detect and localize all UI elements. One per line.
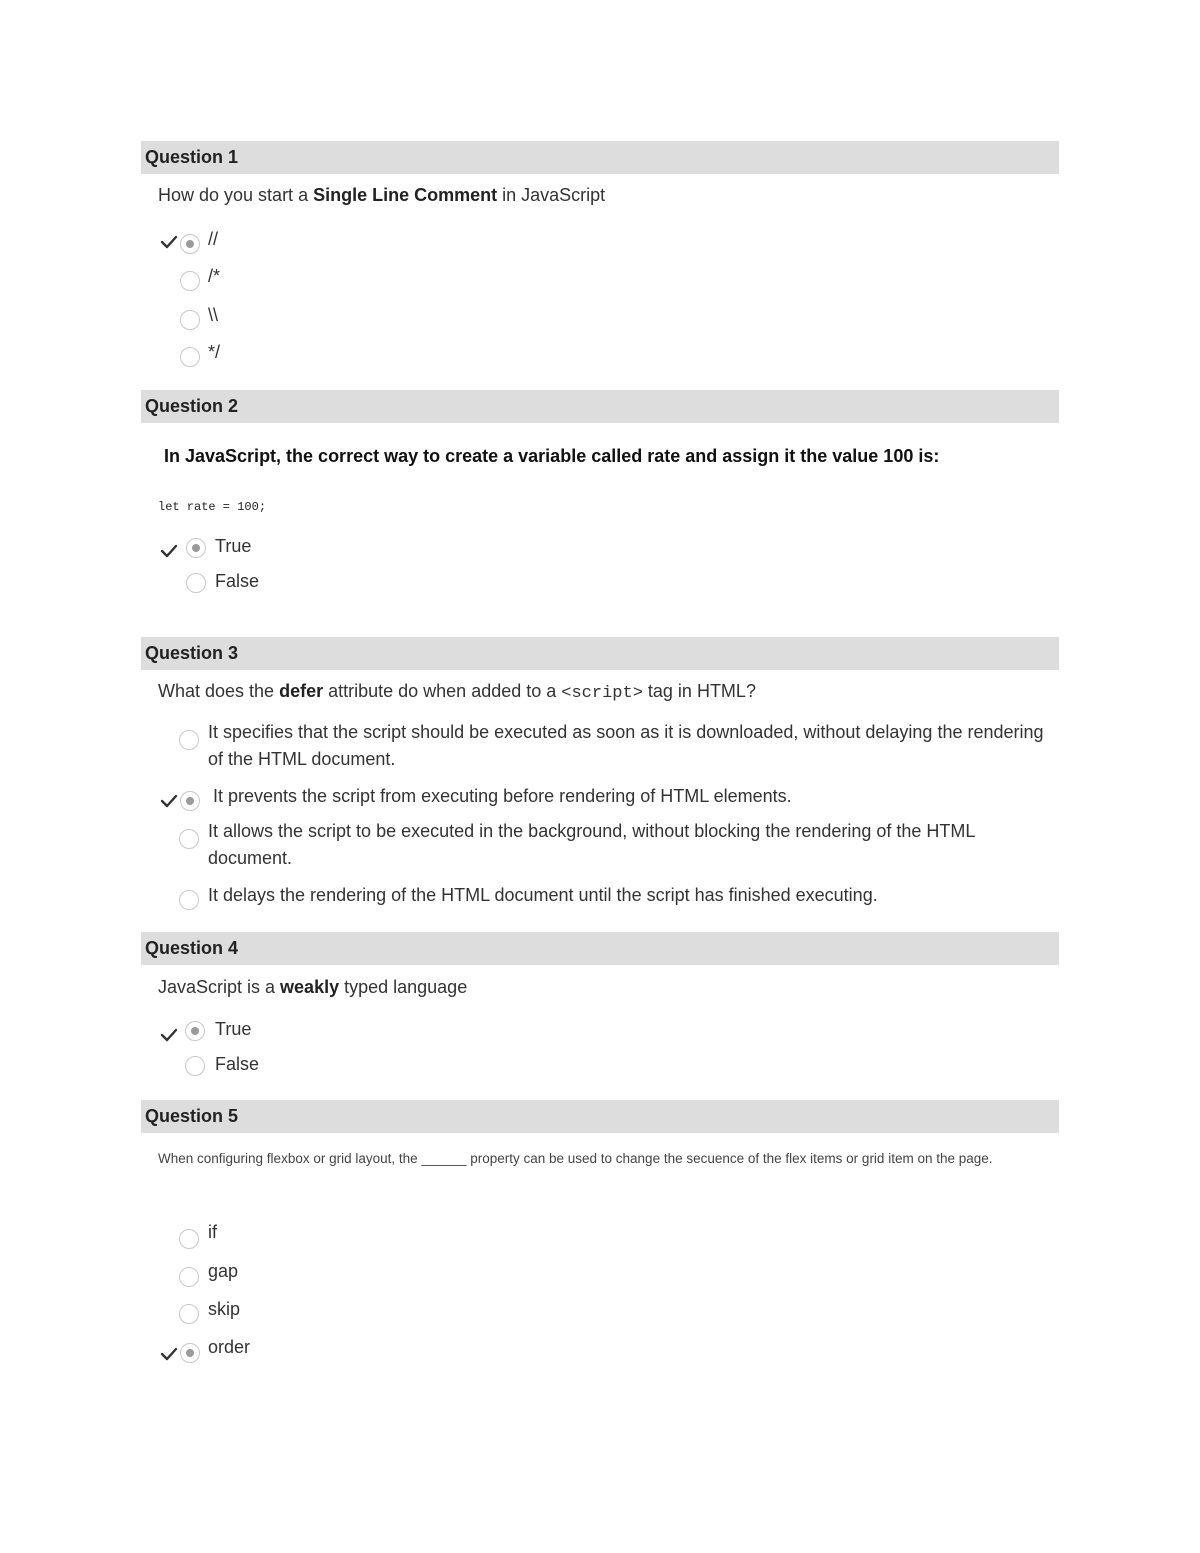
q2-option-1-radio[interactable] <box>186 538 206 558</box>
q5-option-4-radio[interactable] <box>180 1343 200 1363</box>
q1-option-1-radio[interactable] <box>180 234 200 254</box>
q4-option-2-label: False <box>215 1054 260 1074</box>
question-2-header: Question 2 <box>141 390 1059 423</box>
question-2-code: let rate = 100; <box>158 500 267 514</box>
q5-option-1-radio[interactable] <box>179 1229 199 1249</box>
q5-option-4-label: order <box>208 1337 251 1357</box>
question-5-text: When configuring flexbox or grid layout, the ______ property can be used to change the secuence of the flex items or grid item on the page. <box>158 1151 993 1166</box>
question-4-header: Question 4 <box>141 932 1059 965</box>
correct-check-icon <box>160 1026 178 1044</box>
q5-option-2-label: gap <box>208 1261 239 1281</box>
question-1-header: Question 1 <box>141 141 1059 174</box>
correct-check-icon <box>160 792 178 810</box>
q3-option-1-label: It specifies that the script should be executed as soon as it is downloaded, without delaying the rendering of the HTML document. <box>208 722 1044 769</box>
q3-option-2-radio[interactable] <box>180 791 200 811</box>
q1-option-2-label: /* <box>208 266 221 286</box>
q4-option-2-radio[interactable] <box>185 1056 205 1076</box>
question-4-text: JavaScript is a weakly typed language <box>158 977 468 997</box>
q1-option-3-label: \\ <box>208 305 219 325</box>
q3-option-1-radio[interactable] <box>179 730 199 750</box>
q3-option-3-radio[interactable] <box>179 829 199 849</box>
q5-option-1-label: if <box>208 1222 217 1242</box>
q3-option-3-label: It allows the script to be executed in the background, without blocking the rendering of the HTML document. <box>208 821 975 868</box>
q3-option-2-label: It prevents the script from executing before rendering of HTML elements. <box>213 786 792 806</box>
question-1-text: How do you start a Single Line Comment in JavaScript <box>158 185 606 205</box>
q5-option-3-radio[interactable] <box>179 1304 199 1324</box>
q3-option-4-radio[interactable] <box>179 890 199 910</box>
correct-check-icon <box>160 542 178 560</box>
question-3-header: Question 3 <box>141 637 1059 670</box>
q2-option-2-label: False <box>215 571 260 591</box>
q1-option-4-radio[interactable] <box>180 347 200 367</box>
correct-check-icon <box>160 233 178 251</box>
q1-option-1-label: // <box>208 229 219 249</box>
correct-check-icon <box>160 1345 178 1363</box>
q2-option-2-radio[interactable] <box>186 573 206 593</box>
q5-option-2-radio[interactable] <box>179 1267 199 1287</box>
q2-option-1-label: True <box>215 536 252 556</box>
question-5-header: Question 5 <box>141 1100 1059 1133</box>
q1-option-2-radio[interactable] <box>180 271 200 291</box>
q3-option-4-label: It delays the rendering of the HTML document until the script has finished executing. <box>208 885 878 905</box>
q4-option-1-radio[interactable] <box>185 1021 205 1041</box>
q5-option-3-label: skip <box>208 1299 241 1319</box>
q1-option-3-radio[interactable] <box>180 310 200 330</box>
question-2-text: In JavaScript, the correct way to create a variable called rate and assign it the value 100 is: <box>164 446 940 466</box>
q1-option-4-label: */ <box>208 342 221 362</box>
q4-option-1-label: True <box>215 1019 252 1039</box>
question-3-text: What does the defer attribute do when added to a <script> tag in HTML? <box>158 681 756 703</box>
